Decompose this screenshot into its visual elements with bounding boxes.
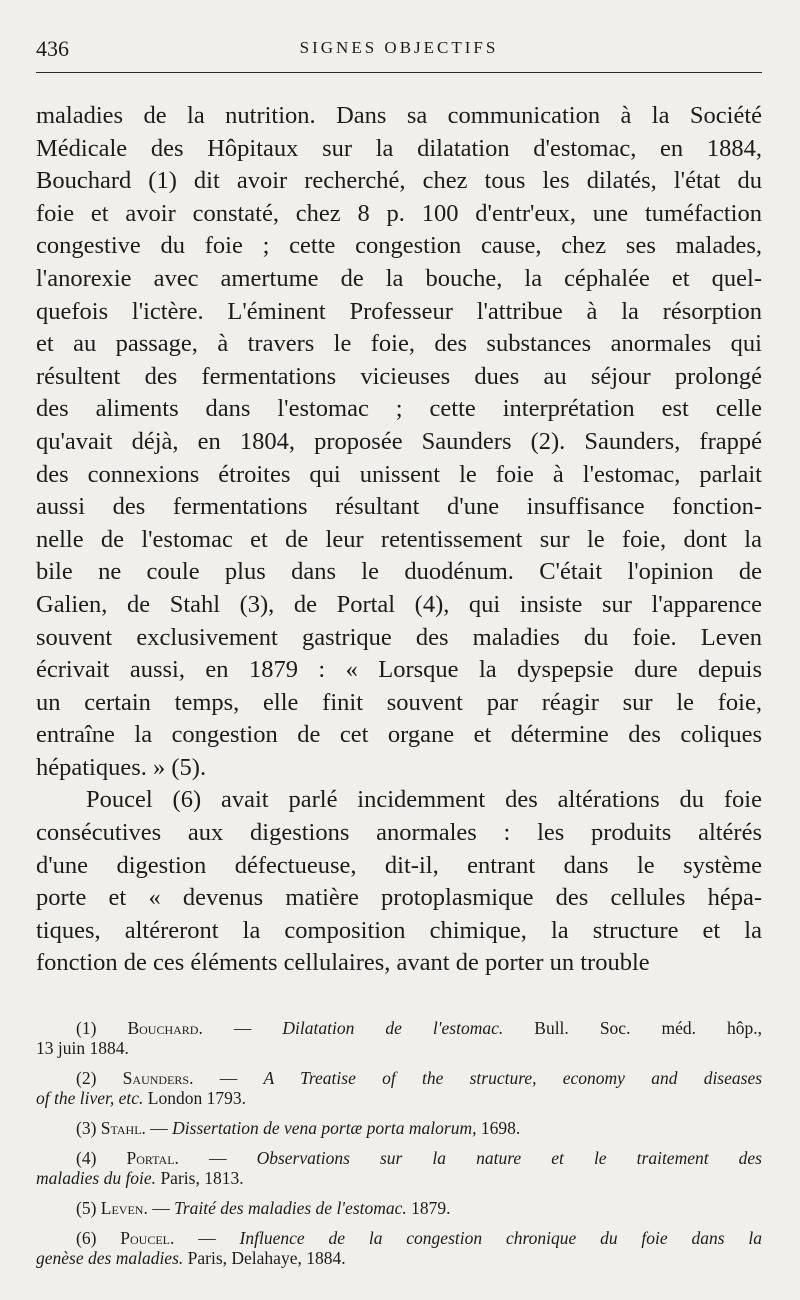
footnote-dash: —	[174, 1228, 240, 1249]
footnote-line	[36, 1148, 762, 1168]
footnote	[36, 1228, 762, 1268]
footnote-dash: —	[193, 1068, 264, 1089]
page-header	[36, 0, 762, 73]
text-line: Galien, de Stahl (3), de Portal (4), qui insiste sur l'apparence	[36, 590, 762, 618]
text-line: porte et « devenus matière protoplasmique des cellules hépa-	[36, 884, 762, 912]
text-line: entraîne la congestion de cet organe et détermine des coliques	[36, 721, 762, 749]
text-line: Médicale des Hôpitaux sur la dilatation d'estomac, en 1884,	[36, 134, 762, 162]
footnote-title: Observations sur la nature et le traitement des	[256, 1148, 762, 1169]
footnotes	[36, 1018, 762, 1268]
footnote-title: Influence de la congestion chronique du foie dans la	[239, 1228, 763, 1249]
text-line: bile ne coule plus dans le duodénum. C'était l'opinion de	[36, 558, 762, 586]
text-line: quefois l'ictère. L'éminent Professeur l'attribue à la résorption	[36, 297, 762, 325]
footnote-line	[36, 1018, 762, 1038]
footnote-title: Traité des maladies de l'estomac.	[174, 1198, 407, 1219]
footnote-author: Leven.	[100, 1198, 148, 1219]
footnote	[36, 1068, 762, 1108]
text-line: nelle de l'estomac et de leur retentissement sur le foie, dont la	[36, 525, 762, 553]
footnote	[36, 1148, 762, 1188]
text-line: qu'avait déjà, en 1804, proposée Saunders (2). Saunders, frappé	[36, 427, 762, 455]
footnote-number: (1)	[76, 1018, 97, 1039]
text-line: Poucel (6) avait parlé incidemment des altérations du foie	[86, 786, 762, 814]
text-line: maladies de la nutrition. Dans sa communication à la Société	[36, 102, 762, 129]
footnote-number: (5)	[76, 1198, 97, 1219]
footnote-details: 1698.	[476, 1118, 521, 1139]
footnote-number: (3)	[76, 1118, 97, 1139]
footnote-line	[36, 1118, 762, 1138]
footnote-details: Paris, Delahaye, 1884.	[183, 1248, 346, 1269]
footnote-title: maladies du foie.	[36, 1168, 157, 1189]
footnote-dash: —	[178, 1148, 257, 1169]
footnote-title: of the liver, etc.	[36, 1088, 144, 1109]
running-title: SIGNES OBJECTIFS	[299, 38, 499, 57]
text-line: aussi des fermentations résultant d'une insuffisance fonction-	[36, 493, 762, 521]
footnote-number: (2)	[76, 1068, 97, 1089]
footnote-details: London 1793.	[143, 1088, 246, 1109]
text-line: fonction de ces éléments cellulaires, avant de porter un trouble	[36, 949, 650, 977]
footnote-details: Paris, 1813.	[156, 1168, 244, 1189]
footnote	[36, 1018, 762, 1058]
paragraph-2	[36, 784, 762, 980]
footnote-author: Poucel.	[120, 1228, 175, 1249]
footnote	[36, 1198, 762, 1218]
footnote-line	[36, 1038, 762, 1058]
text-line: hépatiques. » (5).	[36, 753, 207, 781]
footnote-line	[36, 1068, 762, 1088]
footnote-title: genèse des maladies.	[36, 1248, 184, 1269]
footnote-number: (6)	[76, 1228, 97, 1249]
footnote-dash: —	[147, 1198, 175, 1219]
footnote-title: Dilatation de l'estomac.	[282, 1018, 504, 1039]
footnote-line	[36, 1248, 762, 1268]
footnote-number: (4)	[76, 1148, 97, 1169]
text-line: des aliments dans l'estomac ; cette interprétation est celle	[36, 395, 762, 423]
text-line: Bouchard (1) dit avoir recherché, chez tous les dilatés, l'état du	[36, 167, 762, 195]
text-line: l'anorexie avec amertume de la bouche, la céphalée et quel-	[36, 264, 762, 292]
footnote-author: Bouchard.	[127, 1018, 203, 1039]
text-line: résultent des fermentations vicieuses dues au séjour prolongé	[36, 362, 762, 390]
paragraph-1	[36, 100, 762, 784]
text-line: un certain temps, elle finit souvent par réagir sur le foie,	[36, 688, 762, 716]
footnote-line	[36, 1228, 762, 1248]
footnote-author: Stahl.	[100, 1118, 146, 1139]
footnote-details: 1879.	[406, 1198, 451, 1219]
footnote-details: Bull. Soc. méd. hôp.,	[503, 1018, 763, 1039]
text-line: consécutives aux digestions anormales : les produits altérés	[36, 819, 762, 847]
footnote	[36, 1118, 762, 1138]
footnote-author: Portal.	[126, 1148, 179, 1169]
text-line: et au passage, à travers le foie, des substances anormales qui	[36, 330, 762, 358]
text-line: congestive du foie ; cette congestion cause, chez ses malades,	[36, 232, 762, 260]
footnote-dash: —	[145, 1118, 173, 1139]
text-line: d'une digestion défectueuse, dit-il, entrant dans le système	[36, 851, 762, 879]
footnote-title: Dissertation de vena portæ porta malorum,	[172, 1118, 477, 1139]
footnote-title: A Treatise of the structure, economy and diseases	[263, 1068, 763, 1089]
footnote-line	[36, 1088, 762, 1108]
text-line: tiques, altéreront la composition chimique, la structure et la	[36, 916, 762, 944]
body-text	[36, 100, 762, 980]
text-line: des connexions étroites qui unissent le foie à l'estomac, parlait	[36, 460, 762, 488]
footnote-dash: —	[202, 1018, 283, 1039]
text-line: écrivait aussi, en 1879 : « Lorsque la dyspepsie dure depuis	[36, 656, 762, 684]
text-line: souvent exclusivement gastrique des maladies du foie. Leven	[36, 623, 762, 651]
footnote-line	[36, 1198, 762, 1218]
text-line: foie et avoir constaté, chez 8 p. 100 d'entr'eux, une tuméfaction	[36, 199, 762, 227]
footnote-author: Saunders.	[122, 1068, 194, 1089]
footnote-details: 13 juin 1884.	[36, 1038, 129, 1059]
footnote-line	[36, 1168, 762, 1188]
page-number: 436	[36, 36, 69, 61]
